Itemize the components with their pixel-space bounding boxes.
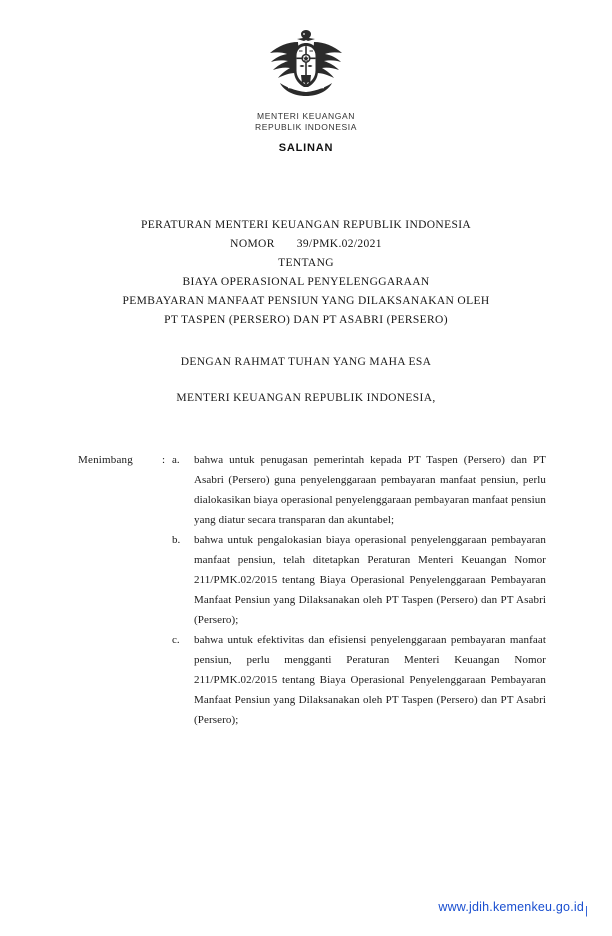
footer-url-text[interactable]: www.jdih.kemenkeu.go.id xyxy=(438,900,584,914)
list-item-marker: c. xyxy=(172,634,180,646)
ministry-heading xyxy=(0,111,612,133)
document-title-block xyxy=(0,216,612,330)
cursor-icon: | xyxy=(584,905,588,917)
blessing-line: DENGAN RAHMAT TUHAN YANG MAHA ESA xyxy=(180,356,432,368)
number-label: NOMOR xyxy=(230,238,275,250)
ministry-line-2: REPUBLIK INDONESIA xyxy=(255,122,357,132)
subject-line-3: PT TASPEN (PERSERO) DAN PT ASABRI (PERSERO) xyxy=(164,314,448,326)
copy-mark: SALINAN xyxy=(278,142,334,154)
footer-url[interactable] xyxy=(438,900,588,917)
list-item-marker: b. xyxy=(172,534,181,546)
ministry-line-1: MENTERI KEUANGAN xyxy=(257,111,355,121)
emblem-container xyxy=(0,0,612,107)
list-item xyxy=(172,630,546,730)
list-item-text: bahwa untuk efektivitas dan efisiensi penyelenggaraan pembayaran manfaat pensiun, perlu mengganti Peraturan Menteri Keuangan Nomor 211/PMK.02/2015 tentang Biaya Operasional Penyelenggaraan Pembayaran Manfaat Pensiun yang Dilaksanakan oleh PT Taspen (Persero) dan PT Asabri (Persero); xyxy=(194,634,546,726)
subject-line-2: PEMBAYARAN MANFAAT PENSIUN YANG DILAKSANAKAN OLEH xyxy=(122,295,490,307)
considering-colon: : xyxy=(162,454,166,466)
list-item-marker: a. xyxy=(172,454,180,466)
regulation-title: PERATURAN MENTERI KEUANGAN REPUBLIK INDONESIA xyxy=(140,219,472,231)
subject-line-1: BIAYA OPERASIONAL PENYELENGGARAAN xyxy=(182,276,430,288)
garuda-pancasila-emblem xyxy=(258,26,354,102)
regulation-number-line xyxy=(0,235,612,254)
considering-items xyxy=(172,450,546,730)
number-value: 39/PMK.02/2021 xyxy=(296,238,382,250)
list-item xyxy=(172,530,546,630)
considering-label: Menimbang xyxy=(78,454,133,466)
about-label: TENTANG xyxy=(278,257,334,269)
considering-section xyxy=(0,450,612,730)
list-item-text: bahwa untuk penugasan pemerintah kepada PT Taspen (Persero) dan PT Asabri (Persero) guna penyelenggaraan pembayaran manfaat pensiun, perlu dialokasikan biaya operasional penyelenggaraan pembayaran manfaat pensiun yang diatur secara transparan dan akuntabel; xyxy=(194,454,546,526)
list-item-text: bahwa untuk pengalokasian biaya operasional penyelenggaraan pembayaran manfaat pensiun, telah ditetapkan Peraturan Menteri Keuangan Nomor 211/PMK.02/2015 tentang Biaya Operasional Penyelenggaraan Pembayaran Manfaat Pensiun yang Dilaksanakan oleh PT Taspen (Persero) dan PT Asabri (Persero); xyxy=(194,534,546,626)
authority-line: MENTERI KEUANGAN REPUBLIK INDONESIA, xyxy=(176,392,436,404)
list-item xyxy=(172,450,546,530)
